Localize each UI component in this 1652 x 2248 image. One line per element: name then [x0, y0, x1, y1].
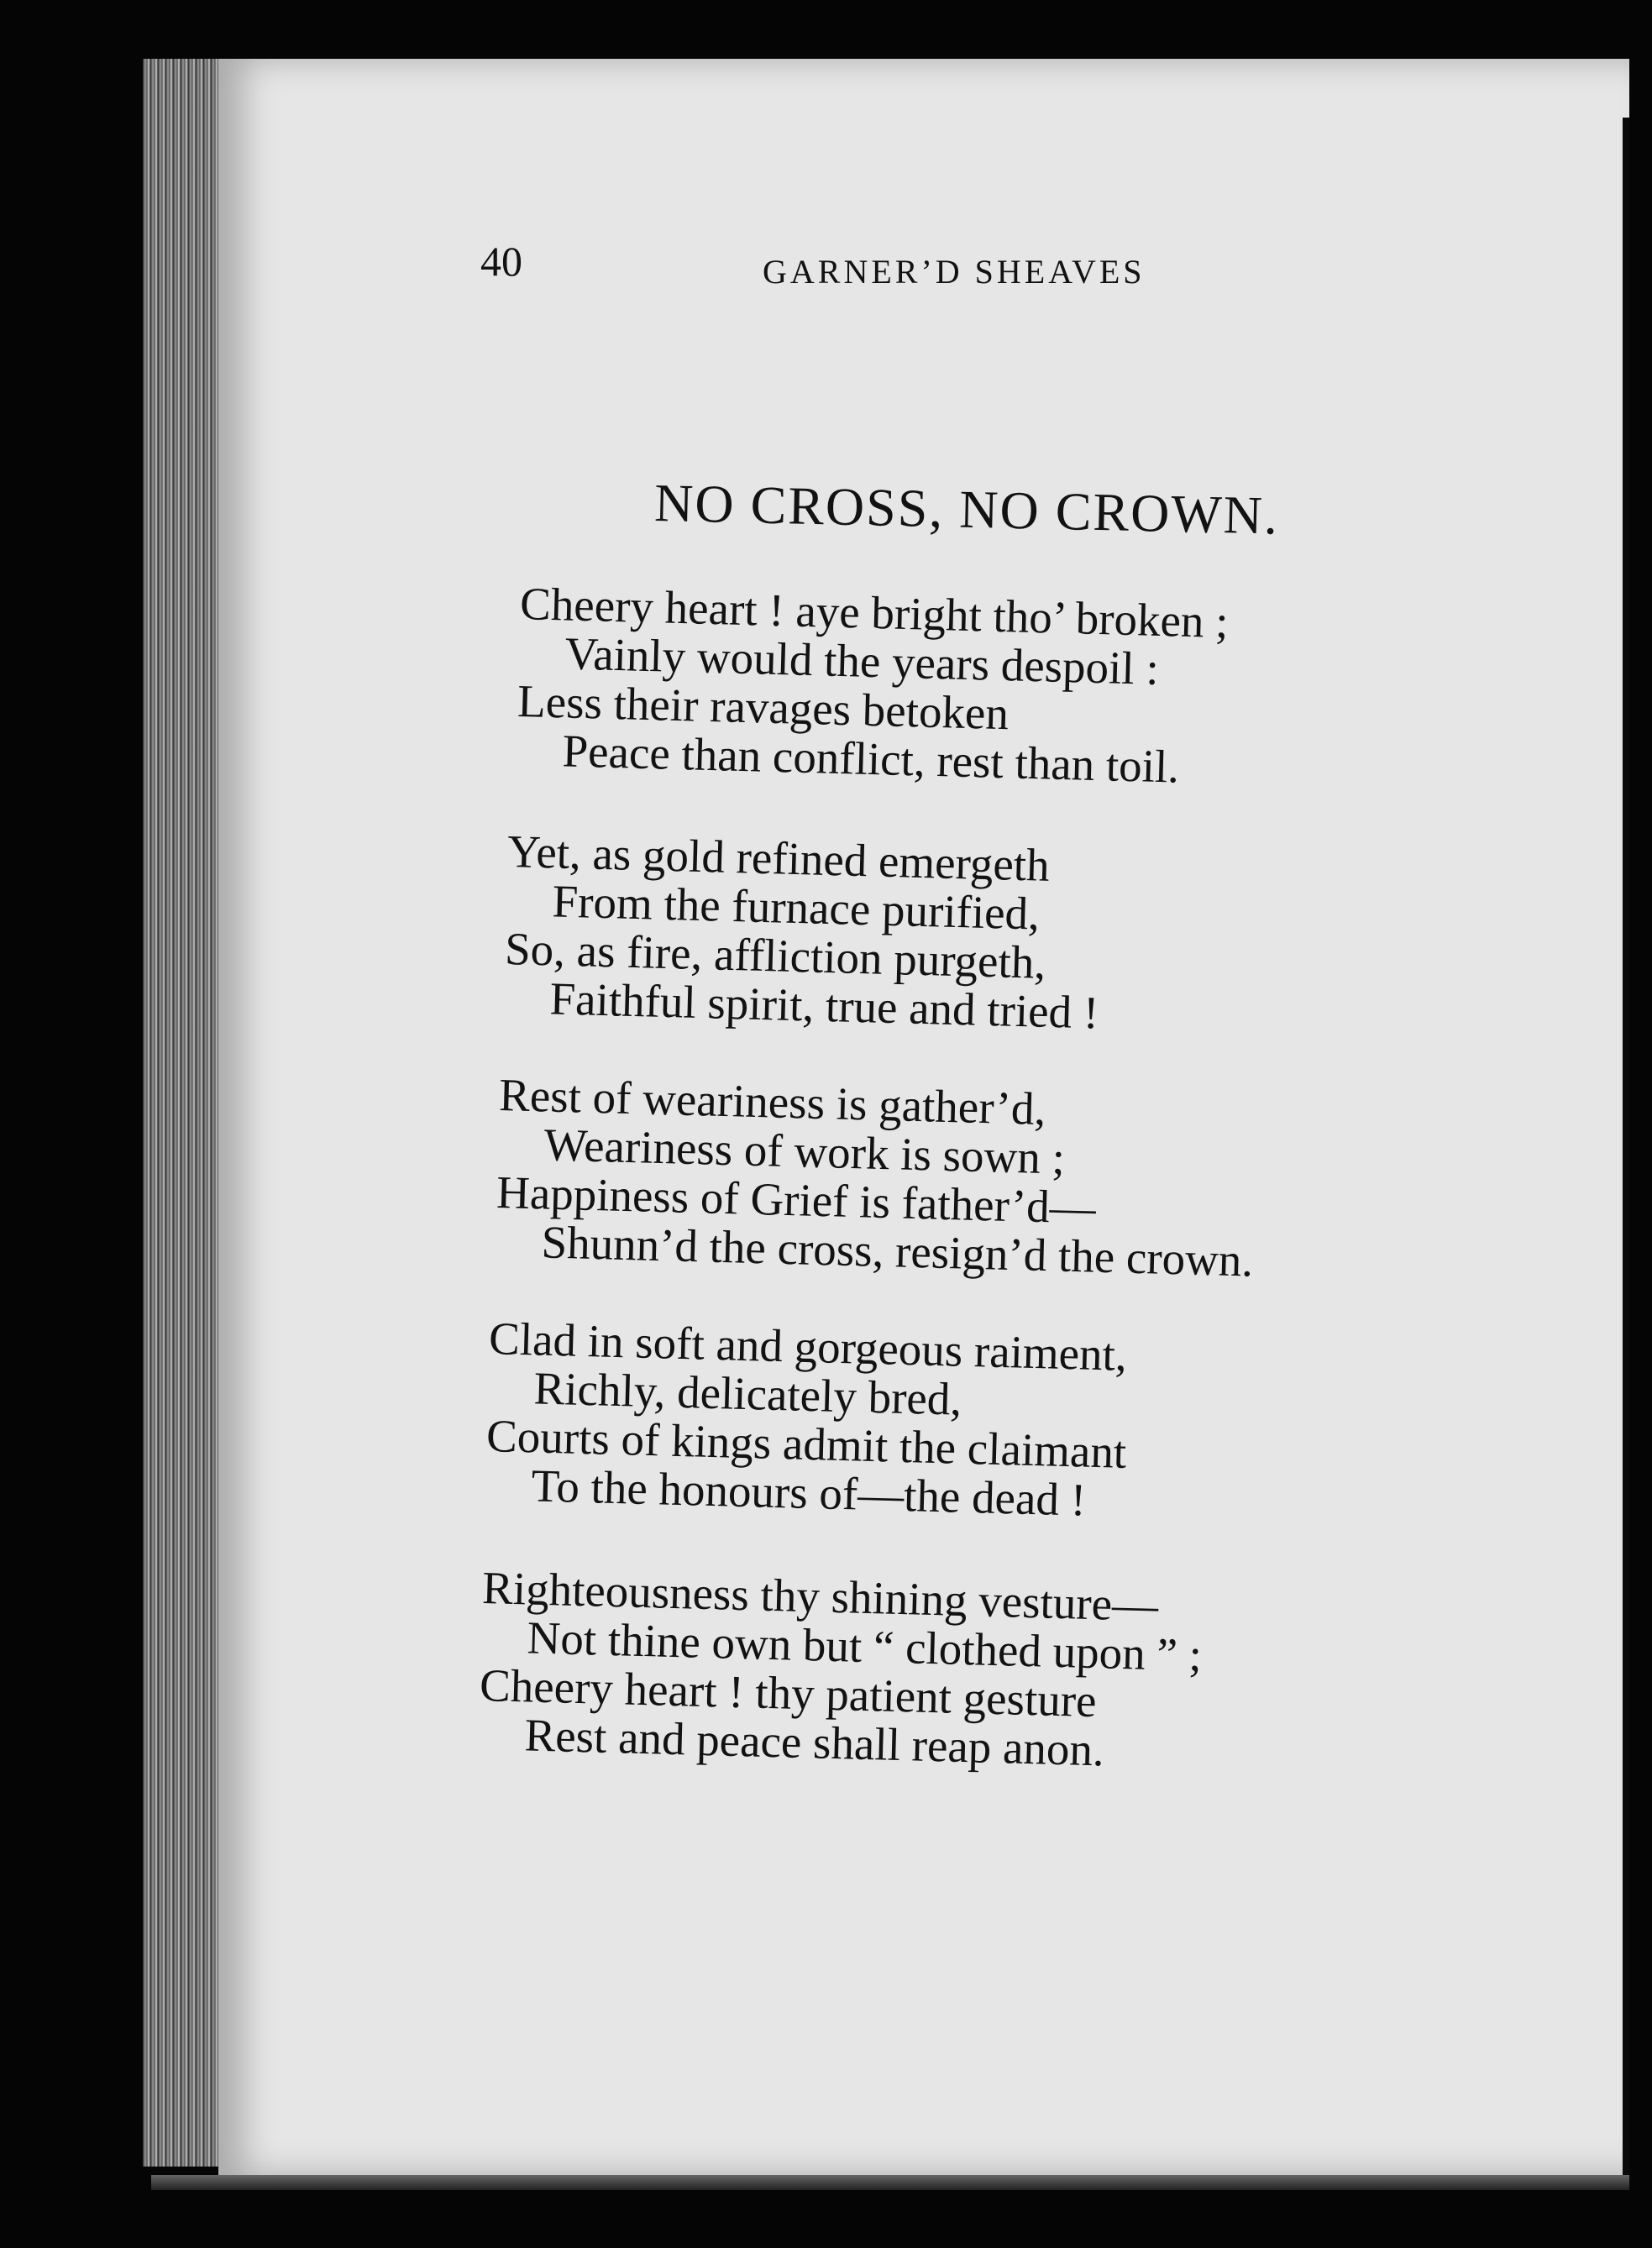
page-edge-right: [1623, 118, 1629, 2183]
page-edge-bottom: [151, 2175, 1629, 2190]
stanza: [495, 1071, 1258, 1286]
poem-line: Cheery heart ! aye bright tho’ broken ;: [519, 578, 1230, 648]
poem-title: NO CROSS, NO CROWN.: [653, 472, 1280, 546]
poem-line: Courts of kings admit the claimant: [485, 1409, 1128, 1478]
poem-line: Happiness of Grief is father’d—: [496, 1166, 1097, 1234]
poem-line: Yet, as gold refined emergeth: [506, 825, 1051, 891]
poem-line: Shunn’d the cross, resign’d the crown.: [540, 1216, 1254, 1286]
stanza: [485, 1314, 1130, 1526]
poem-line: Clad in soft and gorgeous raiment,: [488, 1313, 1128, 1381]
poem-line: Cheery heart ! thy patient gesture: [479, 1658, 1098, 1727]
poem-line: Peace than conflict, rest than toil.: [561, 725, 1180, 793]
poem-line: Rest and peace shall reap anon.: [523, 1709, 1105, 1776]
poem-line: Faithful spirit, true and tried !: [548, 972, 1100, 1039]
running-title: GARNER’D SHEAVES: [763, 253, 1146, 291]
stanza: [478, 1564, 1204, 1777]
stanza: [503, 827, 1104, 1037]
poem-line: From the furnace purified,: [551, 875, 1041, 940]
poem-line: To the honours of—the dead !: [530, 1459, 1087, 1526]
poem-line: Vainly would the years despoil :: [564, 627, 1160, 694]
poem-line: Weariness of work is sown ;: [543, 1119, 1066, 1184]
poem-line: Rest of weariness is gather’d,: [498, 1069, 1047, 1135]
poem-line: Richly, delicately bred,: [532, 1362, 962, 1425]
poem-line: Less their ravages betoken: [517, 674, 1010, 740]
page-number: 40: [480, 238, 522, 285]
poem-line: So, as fire, affliction purgeth,: [504, 922, 1046, 988]
stanza: [516, 579, 1229, 793]
poem-line: Not thine own but “ clothed upon ” ;: [526, 1611, 1203, 1681]
poem-line: Righteousness thy shining vesture—: [481, 1562, 1159, 1632]
